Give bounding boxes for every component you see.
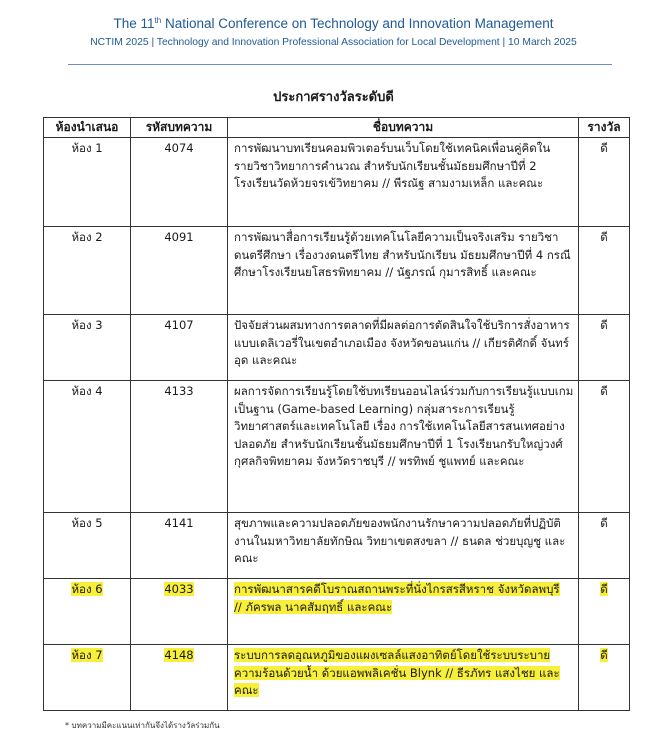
code-cell: 4107 — [164, 318, 194, 332]
room-cell: ห้อง 5 — [71, 516, 103, 530]
room-cell: ห้อง 4 — [71, 384, 103, 398]
award-cell: ดี — [600, 648, 608, 662]
header-divider — [68, 64, 612, 65]
code-cell: 4148 — [164, 648, 194, 662]
title-cell: ปัจจัยส่วนผสมทางการตลาดที่มีผลต่อการตัดสินใจใช้บริการสั่งอาหารแบบเดลิเวอรี่ในเขตอำเภอเมือง จังหวัดขอนแก่น // เกียรติศักดิ์ จันทร์อุด และคณะ — [234, 318, 570, 368]
award-cell: ดี — [600, 516, 608, 530]
table-row — [44, 315, 630, 381]
conference-title-rest: National Conference on Technology and Innovation Management — [161, 16, 554, 31]
title-cell: การพัฒนาบทเรียนคอมพิวเตอร์บนเว็บโดยใช้เทคนิคเพื่อนคู่คิดในรายวิชาวิทยาการคำนวณ สำหรับนักเรียนชั้นมัธยมศึกษาปีที่ 2 โรงเรียนวัดห้วยจรเข้วิทยาคม // พีรณัฐ สามงามเหล็ก และคณะ — [234, 141, 551, 191]
award-cell: ดี — [600, 582, 608, 596]
awards-table — [43, 117, 630, 711]
table-header-row — [44, 118, 630, 138]
title-cell: การพัฒนาสารคดีโบราณสถานพระที่นั่งไกรสรสีหราช จังหวัดลพบุรี — [234, 582, 560, 596]
room-cell: ห้อง 7 — [71, 648, 103, 662]
table-row — [44, 138, 630, 227]
room-cell: ห้อง 3 — [71, 318, 103, 332]
header-code: รหัสบทความ — [131, 118, 228, 138]
conference-title-prefix: The 11 — [113, 16, 155, 31]
conference-subtitle: NCTIM 2025 | Technology and Innovation Professional Association for Local Development | 10 March 2025 — [90, 37, 577, 48]
code-cell: 4133 — [164, 384, 194, 398]
header-room: ห้องนำเสนอ — [44, 118, 131, 138]
conference-header — [0, 0, 667, 48]
award-cell: ดี — [600, 318, 608, 332]
award-cell: ดี — [600, 384, 608, 398]
table-row — [44, 645, 630, 711]
room-cell: ห้อง 1 — [71, 141, 103, 155]
code-cell: 4033 — [164, 582, 194, 596]
footnote: * บทความมีคะแนนเท่ากันจึงได้รางวัลร่วมกัน — [65, 721, 220, 730]
header-title: ชื่อบทความ — [228, 118, 579, 138]
title-cell: การพัฒนาสื่อการเรียนรู้ด้วยเทคโนโลยีความเป็นจริงเสริม รายวิชาดนตรีศึกษา เรื่องวงดนตรีไทย สำหรับนักเรียน มัธยมศึกษาปีที่ 4 กรณีศึกษาโรงเรียนยโสธรพิทยาคม // นัฐภรณ์ กุมารสิทธิ์ และคณะ — [234, 230, 571, 280]
room-cell: ห้อง 6 — [71, 582, 103, 596]
title-cell: ระบบการลดอุณหภูมิของแผงเซลล์แสงอาทิตย์โดยใช้ระบบระบายความร้อนด้วยน้ำ ด้วยแอพพลิเคชั่น Blynk // ธีรภัทร แสงไชย และคณะ — [234, 648, 560, 698]
document-title: ประกาศรางวัลระดับดี — [273, 90, 394, 105]
title-cell: ผลการจัดการเรียนรู้โดยใช้บทเรียนออนไลน์ร่วมกับการเรียนรู้แบบเกมเป็นฐาน (Game-based Learning) กลุ่มสาระการเรียนรู้วิทยาศาสตร์และเทคโนโลยี เรื่อง การใช้เทคโนโลยีสารสนเทศอย่างปลอดภัย สำหรับนักเรียนชั้นมัธยมศึกษาปีที่ 1 โรงเรียนกรับใหญ่วงศ์กุศลกิจพิทยาคม จังหวัดราชบุรี // พรทิพย์ ชูแพทย์ และคณะ — [234, 384, 574, 469]
table-row — [44, 513, 630, 579]
conference-title — [0, 15, 667, 33]
table-row — [44, 381, 630, 513]
code-cell: 4074 — [164, 141, 194, 155]
code-cell: 4091 — [164, 230, 194, 244]
table-row — [44, 579, 630, 645]
award-cell: ดี — [600, 141, 608, 155]
header-award: รางวัล — [579, 118, 630, 138]
title-cell: สุขภาพและความปลอดภัยของพนักงานรักษาความปลอดภัยที่ปฏิบัติงานในมหาวิทยาลัยทักษิณ วิทยาเขตสงขลา // ธนดล ช่วยบุญชู และคณะ — [234, 516, 566, 566]
conference-title-ordinal: th — [154, 16, 162, 25]
award-cell: ดี — [600, 230, 608, 244]
table-row — [44, 227, 630, 315]
author-cell: // ภัครพล นาคสัมฤทธิ์ และคณะ — [234, 599, 393, 614]
room-cell: ห้อง 2 — [71, 230, 103, 244]
code-cell: 4141 — [164, 516, 194, 530]
